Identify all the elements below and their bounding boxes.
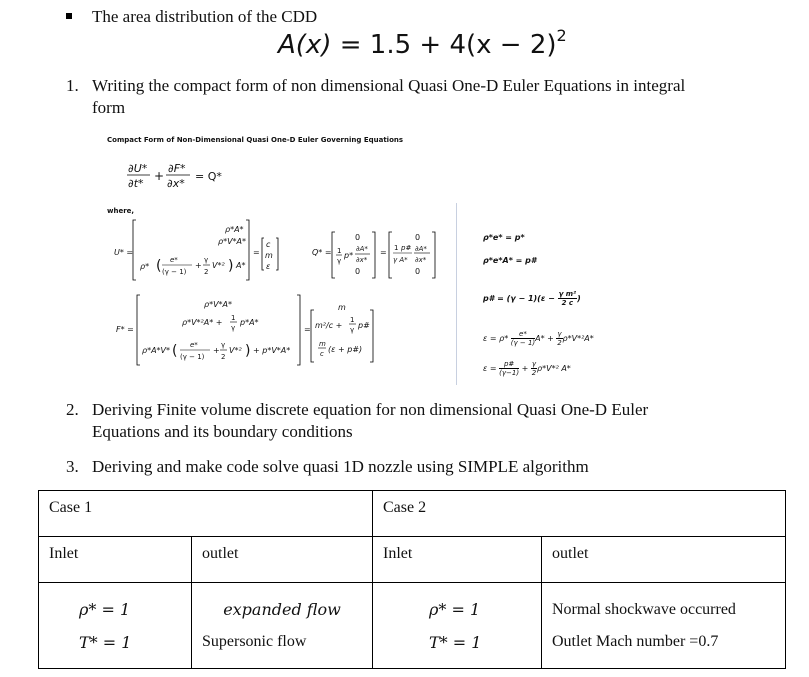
svg-text:2: 2 bbox=[221, 353, 226, 361]
case-1-outlet-regime: Supersonic flow bbox=[202, 633, 307, 650]
svg-text:ρ*V*²A* +: ρ*V*²A* + bbox=[182, 318, 223, 327]
svg-text:ε: ε bbox=[266, 262, 271, 271]
svg-text:A*: A* bbox=[236, 261, 246, 270]
svg-text:0: 0 bbox=[355, 233, 361, 242]
item-1-number: 1. bbox=[66, 76, 79, 95]
eq-epsilon-1-text: ε = ρ* bbox=[483, 334, 509, 343]
svg-text:p*: p* bbox=[344, 251, 354, 260]
svg-text:∂A*: ∂A* bbox=[415, 245, 427, 253]
svg-text:=: = bbox=[380, 248, 387, 257]
figure-separator bbox=[456, 203, 457, 385]
svg-text:V*²: V*² bbox=[229, 346, 242, 355]
svg-text:γ A*: γ A* bbox=[393, 256, 408, 264]
svg-text:+: + bbox=[195, 261, 202, 270]
svg-text:0: 0 bbox=[415, 233, 421, 242]
svg-text:γ: γ bbox=[221, 341, 226, 349]
item-1-line1: Writing the compact form of non dimensional Quasi One-D Euler Equations in integral bbox=[92, 76, 686, 95]
svg-text:F* =: F* = bbox=[116, 325, 134, 334]
figure-where: where, bbox=[107, 207, 135, 215]
svg-text:+: + bbox=[154, 169, 165, 183]
svg-text:(ε + p#): (ε + p#) bbox=[328, 345, 363, 354]
svg-text:(γ − 1): (γ − 1) bbox=[180, 353, 205, 361]
svg-text:γ: γ bbox=[204, 256, 209, 264]
svg-text:U* =: U* = bbox=[114, 248, 134, 257]
svg-text:c: c bbox=[266, 240, 271, 249]
svg-text:0: 0 bbox=[415, 267, 421, 276]
svg-text:): ) bbox=[245, 343, 251, 359]
svg-text:p*A*: p*A* bbox=[240, 318, 259, 327]
svg-text:m: m bbox=[338, 303, 346, 312]
svg-text:): ) bbox=[228, 258, 234, 274]
area-eq-lhs: A(x) bbox=[278, 30, 332, 60]
case-2-header: Case 2 bbox=[373, 491, 786, 537]
svg-text:Q* =: Q* = bbox=[312, 248, 332, 257]
eq-energy-1: ρ*e* = p* bbox=[483, 233, 525, 242]
area-equation: $A(x) = 1.5 + 4(x - 2)^2$ bbox=[278, 26, 567, 60]
svg-text:∂x*: ∂x* bbox=[167, 177, 185, 190]
eq-epsilon-2-text: ε = bbox=[483, 364, 497, 373]
svg-text:m²/c +: m²/c + bbox=[315, 321, 343, 330]
svg-text:1: 1 bbox=[337, 247, 342, 255]
svg-text:∂t*: ∂t* bbox=[128, 177, 144, 190]
svg-text:e*: e* bbox=[170, 256, 178, 264]
svg-text:=: = bbox=[304, 325, 311, 334]
case-1-inlet-values bbox=[39, 583, 192, 669]
svg-text:γ: γ bbox=[231, 324, 236, 332]
svg-text:∂F*: ∂F* bbox=[168, 162, 186, 175]
case-2-inlet-values bbox=[373, 583, 542, 669]
svg-text:p#: p# bbox=[401, 244, 412, 252]
case-2-inlet-rho: ρ* = 1 bbox=[429, 599, 481, 619]
svg-text:e*: e* bbox=[190, 341, 198, 349]
case-1-outlet-values bbox=[192, 583, 373, 669]
svg-text:ρ*: ρ* bbox=[140, 262, 150, 271]
case-2-inlet-header: Inlet bbox=[373, 537, 542, 583]
svg-text:∂A*: ∂A* bbox=[356, 245, 368, 253]
item-3-number: 3. bbox=[66, 457, 79, 476]
case-1-inlet-header: Inlet bbox=[39, 537, 192, 583]
case-1-outlet-flow: expanded flow bbox=[223, 600, 341, 619]
governing-equations-figure bbox=[100, 150, 660, 390]
figure-title: Compact Form of Non-Dimensional Quasi One-D Euler Governing Equations bbox=[107, 136, 404, 144]
item-3-line1: Deriving and make code solve quasi 1D nozzle using SIMPLE algorithm bbox=[92, 457, 589, 476]
svg-text:∂x*: ∂x* bbox=[356, 256, 368, 264]
svg-text:(γ − 1): (γ − 1) bbox=[162, 268, 187, 276]
case-1-inlet-temp: T* = 1 bbox=[79, 632, 132, 652]
svg-text:+ p*V*A*: + p*V*A* bbox=[253, 346, 291, 355]
item-2-number: 2. bbox=[66, 400, 79, 419]
area-eq-exp: 2 bbox=[556, 26, 567, 45]
svg-text:p#: p# bbox=[358, 321, 370, 330]
case-2-outlet-values bbox=[542, 583, 786, 669]
item-2-line1: Deriving Finite volume discrete equation for non dimensional Quasi One-D Euler bbox=[92, 400, 649, 419]
svg-text:ρ*V*A*: ρ*V*A* bbox=[204, 300, 233, 309]
svg-text:γ: γ bbox=[337, 257, 342, 265]
area-eq-rhs: 1.5 + 4(x − 2) bbox=[369, 30, 557, 60]
cases-table bbox=[38, 490, 786, 669]
eq-pressure-text: p# = (γ − 1)(ε − bbox=[483, 294, 555, 303]
svg-text:= Q*: = Q* bbox=[195, 170, 222, 183]
svg-text:1: 1 bbox=[350, 316, 355, 324]
eq-pressure: p# = (γ − 1)(ε − $\frac{\text{γ m²}}{2 c}$ ) bbox=[483, 290, 581, 307]
item-1-line2: form bbox=[92, 98, 126, 117]
svg-text:1: 1 bbox=[231, 314, 236, 322]
case-1-inlet-rho: ρ* = 1 bbox=[79, 599, 131, 619]
svg-text:c: c bbox=[320, 350, 324, 358]
case-1-header: Case 1 bbox=[39, 491, 373, 537]
eq-epsilon-2: ε = $\frac{p\#}{(\gamma-1)}$ + $\frac{\gamma}{2}$ ρ*V*² A* bbox=[483, 360, 571, 377]
eq-epsilon-1: ε = ρ* $\frac{e*}{(\gamma - 1)}$ A* + $\frac{\gamma}{2}$ ρ*V*²A* bbox=[483, 330, 594, 347]
svg-text:∂x*: ∂x* bbox=[415, 256, 427, 264]
case-2-outlet-header: outlet bbox=[542, 537, 786, 583]
svg-text:ρ*A*: ρ*A* bbox=[225, 225, 244, 234]
svg-text:ρ*V*A*: ρ*V*A* bbox=[218, 237, 247, 246]
svg-text:2: 2 bbox=[204, 268, 209, 276]
eq-energy-2: ρ*e*A* = p# bbox=[483, 256, 537, 265]
svg-text:1: 1 bbox=[394, 244, 399, 252]
item-2-line2: Equations and its boundary conditions bbox=[92, 422, 353, 441]
svg-text:m: m bbox=[319, 340, 326, 348]
svg-text:=: = bbox=[253, 248, 260, 257]
case-2-outlet-shock: Normal shockwave occurred bbox=[552, 600, 736, 618]
bullet-marker bbox=[66, 13, 72, 19]
svg-text:+: + bbox=[213, 346, 220, 355]
svg-text:∂U*: ∂U* bbox=[128, 162, 148, 175]
case-1-outlet-header: outlet bbox=[192, 537, 373, 583]
bullet-text: The area distribution of the CDD bbox=[92, 7, 318, 26]
svg-text:0: 0 bbox=[355, 267, 361, 276]
svg-text:ρ*A*V*: ρ*A*V* bbox=[142, 346, 171, 355]
svg-text:m: m bbox=[265, 251, 273, 260]
svg-text:V*²: V*² bbox=[212, 261, 225, 270]
svg-text:(: ( bbox=[172, 343, 178, 359]
svg-text:(: ( bbox=[156, 258, 162, 274]
svg-text:γ: γ bbox=[350, 326, 355, 334]
case-2-outlet-mach: Outlet Mach number =0.7 bbox=[552, 632, 719, 650]
case-2-inlet-temp: T* = 1 bbox=[429, 632, 482, 652]
